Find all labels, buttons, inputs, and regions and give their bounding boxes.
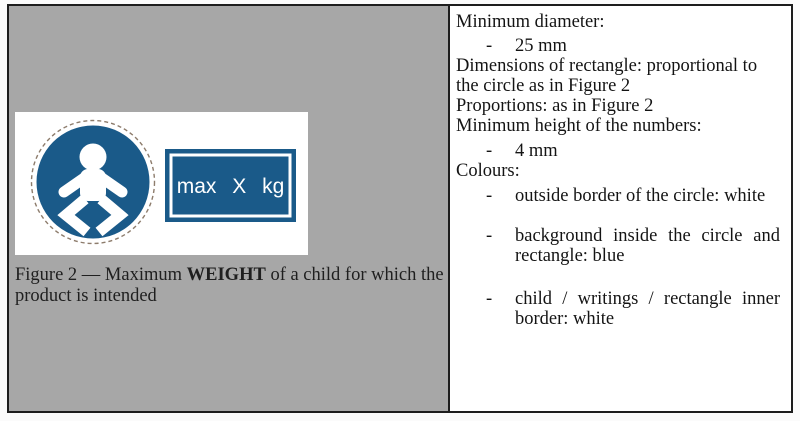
heading-minimum-height-numbers: Minimum height of the numbers: bbox=[456, 116, 702, 136]
bullet-dash: - bbox=[486, 141, 493, 161]
caption-bold-weight: WEIGHT bbox=[186, 265, 266, 285]
bullet-25mm bbox=[456, 36, 780, 56]
bullet-text: 4 mm bbox=[515, 141, 558, 161]
max-weight-sign bbox=[165, 149, 296, 222]
bullet-text: 25 mm bbox=[515, 36, 567, 56]
heading-minimum-diameter: Minimum diameter: bbox=[456, 12, 605, 32]
bullet-text: outside border of the circle: white bbox=[515, 186, 766, 206]
caption-text-after: of a child for which the product is intended bbox=[15, 265, 444, 306]
figure-caption bbox=[15, 265, 449, 307]
baby-head bbox=[80, 144, 107, 171]
bullet-dash: - bbox=[486, 289, 493, 309]
weight-pictogram bbox=[15, 112, 308, 255]
bullet-child-writings bbox=[456, 289, 780, 329]
bullet-background-blue bbox=[456, 226, 780, 266]
bullet-text: background inside the circle and rectangle: blue bbox=[515, 226, 780, 266]
heading-colours: Colours: bbox=[456, 161, 520, 181]
bullet-outside-border bbox=[456, 186, 780, 206]
bullet-4mm bbox=[456, 141, 780, 161]
bullet-dash: - bbox=[486, 36, 493, 56]
para-dimensions-rectangle: Dimensions of rectangle: proportional to the circle as in Figure 2 bbox=[456, 56, 758, 96]
caption-text-before: Figure 2 — Maximum bbox=[15, 265, 187, 285]
bullet-dash: - bbox=[486, 226, 493, 246]
bullet-dash: - bbox=[486, 186, 493, 206]
para-proportions: Proportions: as in Figure 2 bbox=[456, 96, 654, 116]
max-weight-label: max X kg bbox=[176, 175, 285, 198]
figure-cell bbox=[9, 6, 450, 411]
figure-image-panel bbox=[15, 112, 308, 255]
specification-table bbox=[7, 4, 793, 413]
requirements-cell bbox=[450, 6, 791, 411]
baby-sign-icon bbox=[32, 121, 155, 244]
bullet-text: child / writings / rectangle inner border: white bbox=[515, 289, 780, 329]
